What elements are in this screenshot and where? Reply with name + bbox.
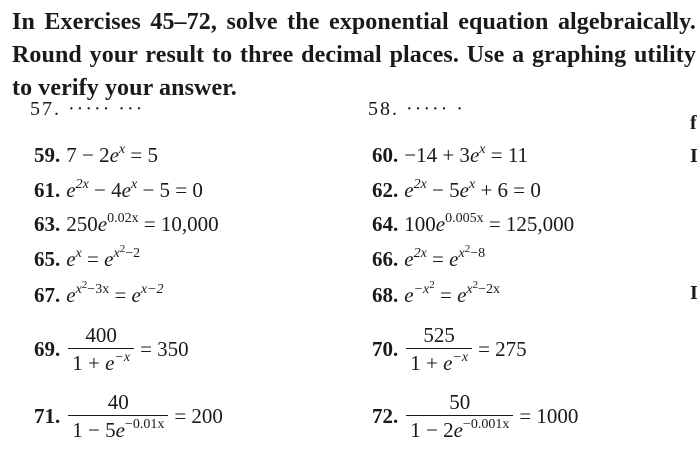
- exercise-65: 65. $e^x = e^{x^2-2}$: [34, 243, 141, 271]
- exercise-72: 72. $\frac{50}{1 - 2e^{-0.001x}}$ = 1000: [372, 390, 579, 442]
- fraction: $\frac{400}{1 + e^{-x}}$: [68, 323, 134, 375]
- right-edge-fragment: I: [690, 145, 698, 167]
- exercise-70: 70. $\frac{525}{1 + e^{-x}}$ = 275: [372, 323, 527, 375]
- exercise-59: 59. $7 - 2e^x = 5$: [34, 142, 158, 167]
- cutoff-exercise-57: 57. ····· ···: [30, 98, 145, 120]
- fraction: $\frac{525}{1 + e^{-x}}$: [406, 323, 472, 375]
- fraction: $\frac{40}{1 - 5e^{-0.01x}}$: [68, 390, 168, 442]
- exercise-61: 61. $e^{2x} - 4e^x - 5 = 0$: [34, 177, 203, 202]
- exercise-69: 69. $\frac{400}{1 + e^{-x}}$ = 350: [34, 323, 189, 375]
- right-edge-fragment: I: [690, 282, 698, 304]
- exercise-63: 63. $250e^{0.02x} = 10,000$: [34, 211, 219, 236]
- exercise-71: 71. $\frac{40}{1 - 5e^{-0.01x}}$ = 200: [34, 390, 223, 442]
- exercise-instructions: In Exercises 45–72, solve the exponential equation algebraically. Round your result to three decimal places. Use a graphing utility to verify your answer.: [12, 9, 696, 101]
- exercise-64: 64. $100e^{0.005x} = 125,000$: [372, 211, 575, 236]
- fraction: $\frac{50}{1 - 2e^{-0.001x}}$: [406, 390, 513, 442]
- exercise-62: 62. $e^{2x} - 5e^x + 6 = 0$: [372, 177, 541, 202]
- exercise-60: 60. $-14 + 3e^x = 11$: [372, 142, 529, 167]
- cutoff-exercise-58: 58. ····· ·: [368, 98, 465, 120]
- exercise-68: 68. $e^{-x^2} = e^{x^2-2x}$: [372, 279, 501, 307]
- exercise-67: 67. $e^{x^2-3x} = e^{x-2}$: [34, 279, 164, 307]
- right-edge-fragment: f: [690, 112, 697, 134]
- exercise-66: 66. $e^{2x} = e^{x^2-8}$: [372, 243, 486, 271]
